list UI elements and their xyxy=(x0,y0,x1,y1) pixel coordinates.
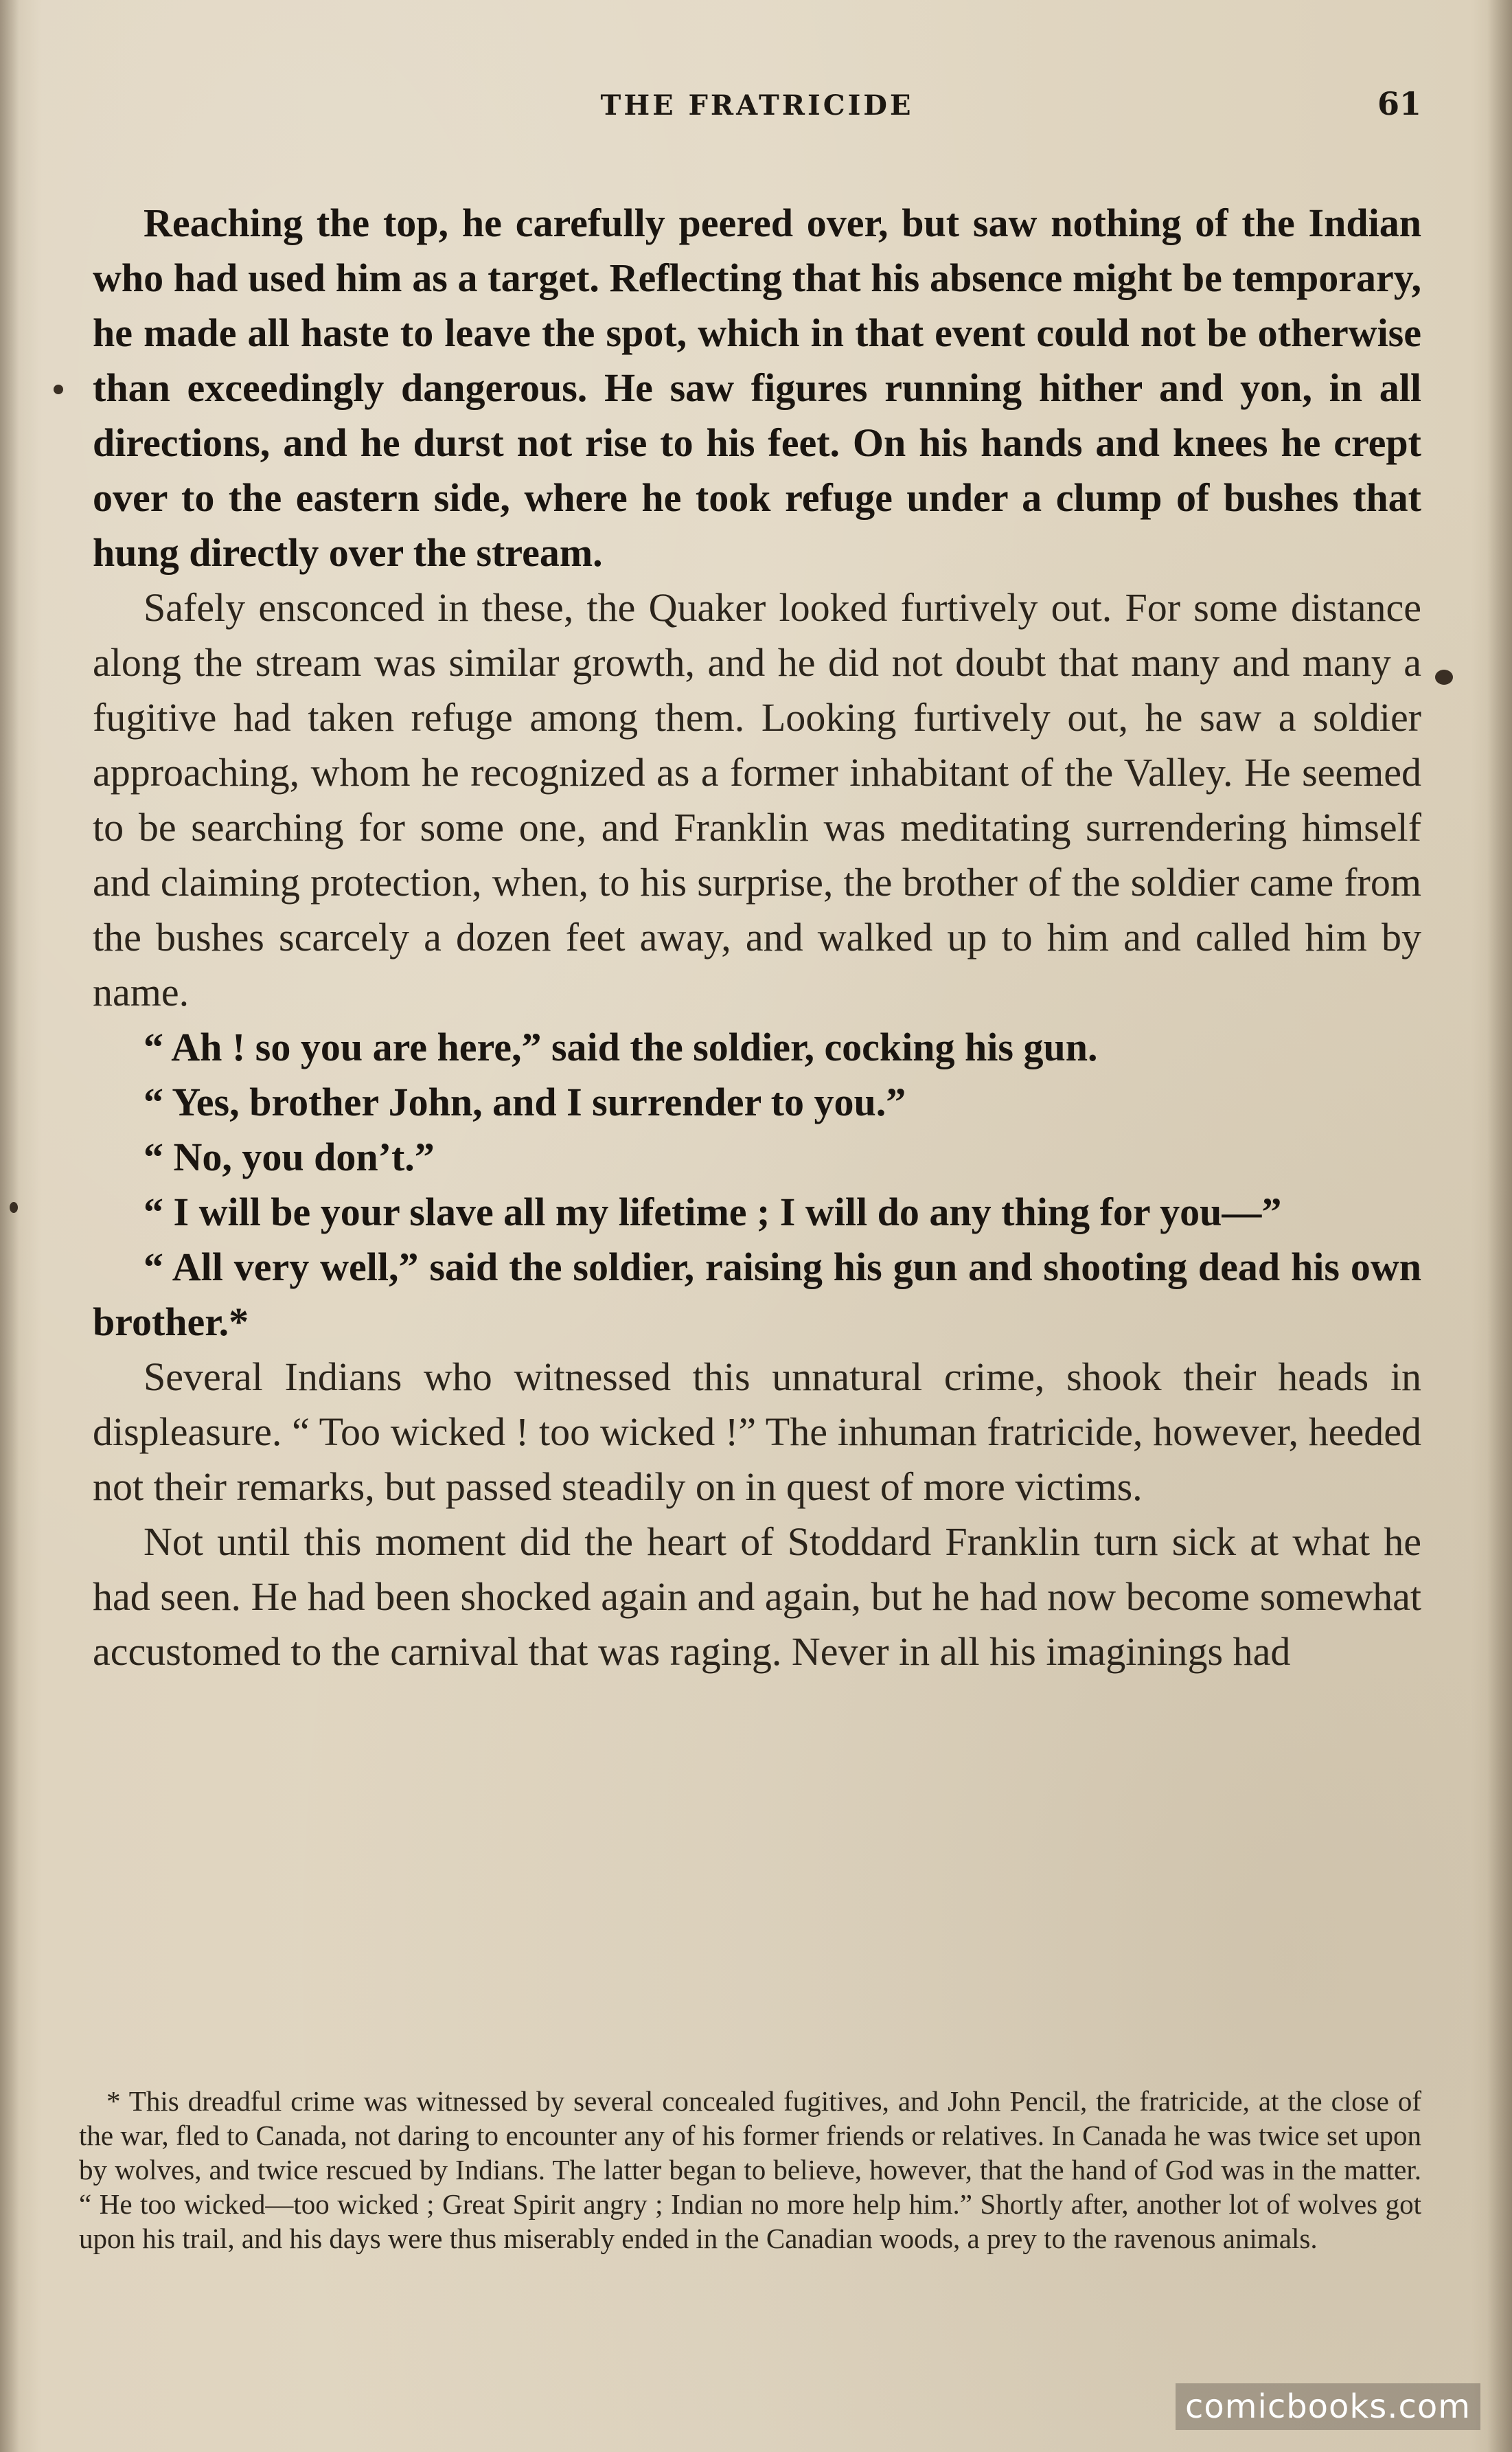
page-header xyxy=(93,85,1421,130)
watermark: comicbooks.com xyxy=(1176,2383,1480,2430)
footnote-text: * This dreadful crime was witnessed by several concealed fugitives, and John Pencil, the fratricide, at the close of the war, fled to Canada, not daring to encounter any of his former friends or relatives. In Canada he was twice set upon by wolves, and twice rescued by Indians. The latter began to believe, however, that the hand of God was in the matter. “ He too wicked—too wicked ; Great Spirit angry ; Indian no more help him.” Shortly after, another lot of wolves got upon his trail, and his days were thus miserably ended in the Canadian woods, a prey to the ravenous animals. xyxy=(79,2085,1421,2254)
footnote xyxy=(79,2084,1421,2256)
dialogue-line-5: “ All very well,” said the soldier, raising his gun and shooting dead his own brother.* xyxy=(93,1245,1421,1344)
dialogue-line-4: “ I will be your slave all my lifetime ; I will do any thing for you—” xyxy=(144,1190,1282,1234)
ink-speck xyxy=(54,385,63,394)
page-left-shadow xyxy=(0,0,19,2452)
page-right-shadow xyxy=(1487,0,1512,2452)
dialogue-line-2: “ Yes, brother John, and I surrender to you.” xyxy=(144,1080,906,1124)
dialogue-line-3: “ No, you don’t.” xyxy=(144,1135,435,1179)
paragraph-2: Safely ensconced in these, the Quaker looked furtively out. For some distance along the stream was similar growth, and he did not doubt that many and many a fugitive had taken refuge among them. Looking furtively out, he saw a soldier approaching, whom he recognized as a former inhabitant of the Valley. He seemed to be searching for some one, and Franklin was meditating surrendering himself and claiming protection, when, to his surprise, the brother of the soldier came from the bushes scarcely a dozen feet away, and walked up to him and called him by name. xyxy=(93,585,1421,1014)
paragraph-1: Reaching the top, he carefully peered over, but saw nothing of the Indian who had used him as a target. Reflecting that his absence might be temporary, he made all haste to leave the spot, which in that event could not be otherwise than exceedingly dangerous. He saw figures running hither and yon, in all directions, and he durst not rise to his feet. On his hands and knees he crept over to the eastern side, where he took refuge under a clump of bushes that hung directly over the stream. xyxy=(93,201,1421,575)
ink-speck xyxy=(10,1202,18,1213)
body-text xyxy=(93,196,1421,1679)
paragraph-3: Several Indians who witnessed this unnatural crime, shook their heads in displeasure. “ Too wicked ! too wicked !” The inhuman fratricide, however, heeded not their remarks, but passed steadily on in quest of more victims. xyxy=(93,1354,1421,1509)
dialogue-line-1: “ Ah ! so you are here,” said the soldier, cocking his gun. xyxy=(144,1025,1098,1069)
paragraph-4: Not until this moment did the heart of Stoddard Franklin turn sick at what he had seen. He had been shocked again and again, but he had now become somewhat accustomed to the carnival that was raging. Never in all his imaginings had xyxy=(93,1519,1421,1674)
ink-speck xyxy=(1435,670,1453,685)
running-title: THE FRATRICIDE xyxy=(600,89,914,122)
page-number: 61 xyxy=(1377,85,1421,122)
